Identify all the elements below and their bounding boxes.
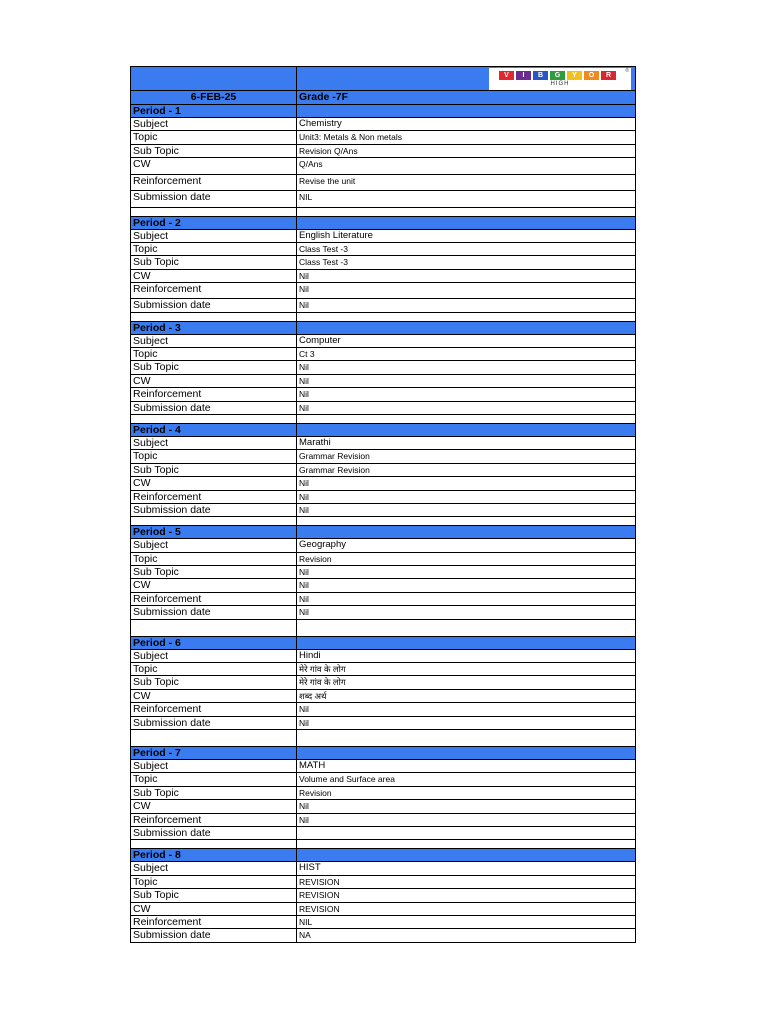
period-header-row-label: Period - 1 [130,105,297,117]
field-row-submission-date [130,827,636,840]
logo-letters [499,71,616,80]
field-row-sub-topic-label: Sub Topic [130,676,297,688]
field-row-topic-value: Grammar Revision [297,450,636,462]
field-row-topic [130,243,636,256]
field-row-submission-date-value: Nil [297,717,636,729]
field-row-cw-value: Nil [297,477,636,489]
field-row-submission-date [130,402,636,415]
logo-letter: V [499,71,514,80]
field-row-submission-date-label: Submission date [130,299,297,311]
field-row-subject [130,760,636,773]
logo-subtitle: HIGH [550,81,570,87]
field-row-submission-date-label: Submission date [130,929,297,941]
field-row-subject [130,437,636,450]
spacer-row-label [130,730,297,746]
field-row-cw [130,903,636,916]
field-row-cw [130,270,636,283]
field-row-submission-date-label: Submission date [130,402,297,414]
period-header-row-label: Period - 6 [130,637,297,649]
field-row-reinforcement [130,916,636,929]
field-row-sub-topic-label: Sub Topic [130,889,297,901]
spacer-row-value [297,517,636,525]
field-row-cw-value: Nil [297,270,636,282]
date-cell: 6-FEB-25 [130,91,297,104]
period-header-row [130,105,636,118]
field-row-subject-label: Subject [130,118,297,130]
logo-letter: O [584,71,599,80]
field-row-sub-topic-value: Nil [297,361,636,373]
field-row-sub-topic [130,566,636,579]
field-row-submission-date-value: Nil [297,606,636,618]
field-row-submission-date [130,717,636,730]
field-row-topic-label: Topic [130,243,297,255]
field-row-submission-date [130,929,636,942]
date-grade-row [130,91,636,105]
spacer-row-value [297,840,636,848]
field-row-topic-label: Topic [130,773,297,785]
field-row-reinforcement-value: Nil [297,703,636,715]
logo-letter: Y [567,71,582,80]
field-row-reinforcement [130,283,636,299]
field-row-cw [130,579,636,592]
field-row-cw-label: CW [130,158,297,174]
spacer-row [130,730,636,747]
period-header-row-value [297,322,636,334]
field-row-topic-label: Topic [130,131,297,143]
field-row-cw-label: CW [130,579,297,591]
field-row-reinforcement-label: Reinforcement [130,388,297,400]
period-header-row-label: Period - 5 [130,526,297,538]
logo-letter: R [601,71,616,80]
field-row-subject-value: Hindi [297,650,636,662]
period-header-row-label: Period - 7 [130,747,297,759]
field-row-subject-value: Computer [297,335,636,347]
field-row-submission-date-value: Nil [297,504,636,516]
field-row-topic [130,553,636,566]
field-row-cw-label: CW [130,903,297,915]
field-row-sub-topic [130,256,636,269]
field-row-submission-date-value [297,827,636,839]
field-row-subject-label: Subject [130,862,297,874]
field-row-cw [130,690,636,703]
field-row-reinforcement-label: Reinforcement [130,491,297,503]
field-row-subject-value: Geography [297,539,636,551]
field-row-reinforcement-label: Reinforcement [130,283,297,298]
field-row-reinforcement-label: Reinforcement [130,703,297,715]
field-row-reinforcement-value: Revise the unit [297,175,636,191]
period-header-row-value [297,526,636,538]
field-row-submission-date-label: Submission date [130,827,297,839]
field-row-cw-label: CW [130,270,297,282]
field-row-cw-label: CW [130,477,297,489]
field-row-sub-topic-label: Sub Topic [130,256,297,268]
field-row-topic [130,450,636,463]
field-row-reinforcement [130,175,636,192]
field-row-cw-label: CW [130,375,297,387]
field-row-sub-topic-label: Sub Topic [130,361,297,373]
field-row-cw-value: Nil [297,579,636,591]
field-row-sub-topic-value: REVISION [297,889,636,901]
grade-cell: Grade -7F [297,91,636,104]
field-row-topic-value: REVISION [297,876,636,888]
field-row-topic-label: Topic [130,553,297,565]
field-row-submission-date [130,606,636,619]
field-row-subject-label: Subject [130,230,297,242]
field-row-topic-label: Topic [130,450,297,462]
field-row-sub-topic-label: Sub Topic [130,566,297,578]
spacer-row-value [297,208,636,216]
spacer-row-value [297,620,636,636]
field-row-topic [130,131,636,144]
field-row-subject-label: Subject [130,760,297,772]
field-row-subject [130,539,636,552]
field-row-submission-date-value: NA [297,929,636,941]
spacer-row-value [297,415,636,423]
periods-list [130,105,636,943]
logo-letter: G [550,71,565,80]
field-row-reinforcement-value: Nil [297,491,636,503]
spacer-row [130,208,636,217]
field-row-sub-topic-value: Nil [297,566,636,578]
field-row-reinforcement-label: Reinforcement [130,916,297,928]
header-left-cell [130,67,297,90]
field-row-cw [130,375,636,388]
spacer-row [130,620,636,637]
field-row-reinforcement-value: Nil [297,814,636,826]
period-header-row-value [297,217,636,229]
field-row-sub-topic-value: मेरे गांव के लोग [297,676,636,688]
field-row-sub-topic [130,464,636,477]
field-row-topic [130,663,636,676]
field-row-cw-label: CW [130,690,297,702]
field-row-sub-topic-value: Revision [297,787,636,799]
period-header-row [130,217,636,230]
vibgyor-logo [489,68,631,90]
field-row-cw [130,800,636,813]
field-row-subject-value: MATH [297,760,636,772]
field-row-submission-date-value: Nil [297,402,636,414]
field-row-submission-date-label: Submission date [130,717,297,729]
period-header-row [130,526,636,539]
field-row-reinforcement [130,491,636,504]
period-header-row-value [297,637,636,649]
field-row-subject-value: Chemistry [297,118,636,130]
field-row-reinforcement-label: Reinforcement [130,175,297,191]
field-row-reinforcement-label: Reinforcement [130,593,297,605]
field-row-cw-value: Nil [297,375,636,387]
field-row-topic-label: Topic [130,663,297,675]
spacer-row-label [130,313,297,321]
period-header-row-label: Period - 8 [130,849,297,861]
field-row-cw-value: शब्द अर्थ [297,690,636,702]
field-row-sub-topic-label: Sub Topic [130,787,297,799]
spacer-row-label [130,517,297,525]
period-header-row-label: Period - 4 [130,424,297,436]
period-header-row-value [297,105,636,117]
field-row-subject-label: Subject [130,650,297,662]
field-row-submission-date-value: Nil [297,299,636,311]
field-row-reinforcement [130,388,636,401]
field-row-subject [130,230,636,243]
logo-letter: I [516,71,531,80]
field-row-topic-label: Topic [130,348,297,360]
field-row-sub-topic-label: Sub Topic [130,145,297,157]
field-row-subject-value: Marathi [297,437,636,449]
field-row-topic-value: Volume and Surface area [297,773,636,785]
field-row-reinforcement [130,814,636,827]
period-header-row [130,424,636,437]
period-header-row-value [297,747,636,759]
field-row-subject [130,862,636,875]
spacer-row-label [130,620,297,636]
spacer-row-value [297,730,636,746]
period-header-row [130,849,636,862]
field-row-subject [130,335,636,348]
field-row-sub-topic-value: Revision Q/Ans [297,145,636,157]
field-row-topic [130,773,636,786]
field-row-submission-date-label: Submission date [130,191,297,207]
field-row-submission-date-label: Submission date [130,606,297,618]
field-row-cw [130,477,636,490]
field-row-submission-date-value: NIL [297,191,636,207]
header-right-cell [297,67,636,90]
period-header-row-label: Period - 2 [130,217,297,229]
field-row-sub-topic [130,889,636,902]
field-row-subject-value: English Literature [297,230,636,242]
field-row-sub-topic [130,361,636,374]
logo-letter: B [533,71,548,80]
spacer-row [130,313,636,322]
field-row-sub-topic [130,787,636,800]
header-banner [130,66,636,91]
field-row-subject-label: Subject [130,335,297,347]
field-row-subject-label: Subject [130,539,297,551]
period-header-row-value [297,424,636,436]
field-row-topic [130,876,636,889]
field-row-sub-topic-value: Grammar Revision [297,464,636,476]
field-row-cw-value: REVISION [297,903,636,915]
field-row-reinforcement-value: Nil [297,593,636,605]
field-row-reinforcement-value: NIL [297,916,636,928]
field-row-subject [130,650,636,663]
field-row-topic-label: Topic [130,876,297,888]
spacer-row-label [130,208,297,216]
field-row-reinforcement [130,703,636,716]
spacer-row [130,517,636,526]
field-row-cw [130,158,636,175]
field-row-submission-date-label: Submission date [130,504,297,516]
field-row-topic-value: Ct 3 [297,348,636,360]
spacer-row-label [130,415,297,423]
timetable-sheet [130,66,636,943]
field-row-cw-value: Q/Ans [297,158,636,174]
field-row-topic-value: Class Test -3 [297,243,636,255]
field-row-reinforcement-label: Reinforcement [130,814,297,826]
logo-trademark: ® [625,68,629,74]
spacer-row [130,415,636,424]
field-row-cw-value: Nil [297,800,636,812]
spacer-row [130,840,636,849]
field-row-submission-date [130,504,636,517]
period-header-row [130,322,636,335]
field-row-sub-topic-label: Sub Topic [130,464,297,476]
field-row-cw-label: CW [130,800,297,812]
period-header-row-value [297,849,636,861]
field-row-subject [130,118,636,131]
period-header-row-label: Period - 3 [130,322,297,334]
field-row-subject-label: Subject [130,437,297,449]
spacer-row-label [130,840,297,848]
field-row-submission-date [130,191,636,208]
field-row-reinforcement [130,593,636,606]
field-row-topic-value: Unit3: Metals & Non metals [297,131,636,143]
period-header-row [130,747,636,760]
spacer-row-value [297,313,636,321]
field-row-subject-value: HIST [297,862,636,874]
field-row-sub-topic-value: Class Test -3 [297,256,636,268]
field-row-sub-topic [130,676,636,689]
field-row-topic-value: Revision [297,553,636,565]
field-row-sub-topic [130,145,636,158]
field-row-topic [130,348,636,361]
field-row-reinforcement-value: Nil [297,283,636,298]
period-header-row [130,637,636,650]
field-row-reinforcement-value: Nil [297,388,636,400]
field-row-submission-date [130,299,636,312]
field-row-topic-value: मेरे गांव के लोग [297,663,636,675]
